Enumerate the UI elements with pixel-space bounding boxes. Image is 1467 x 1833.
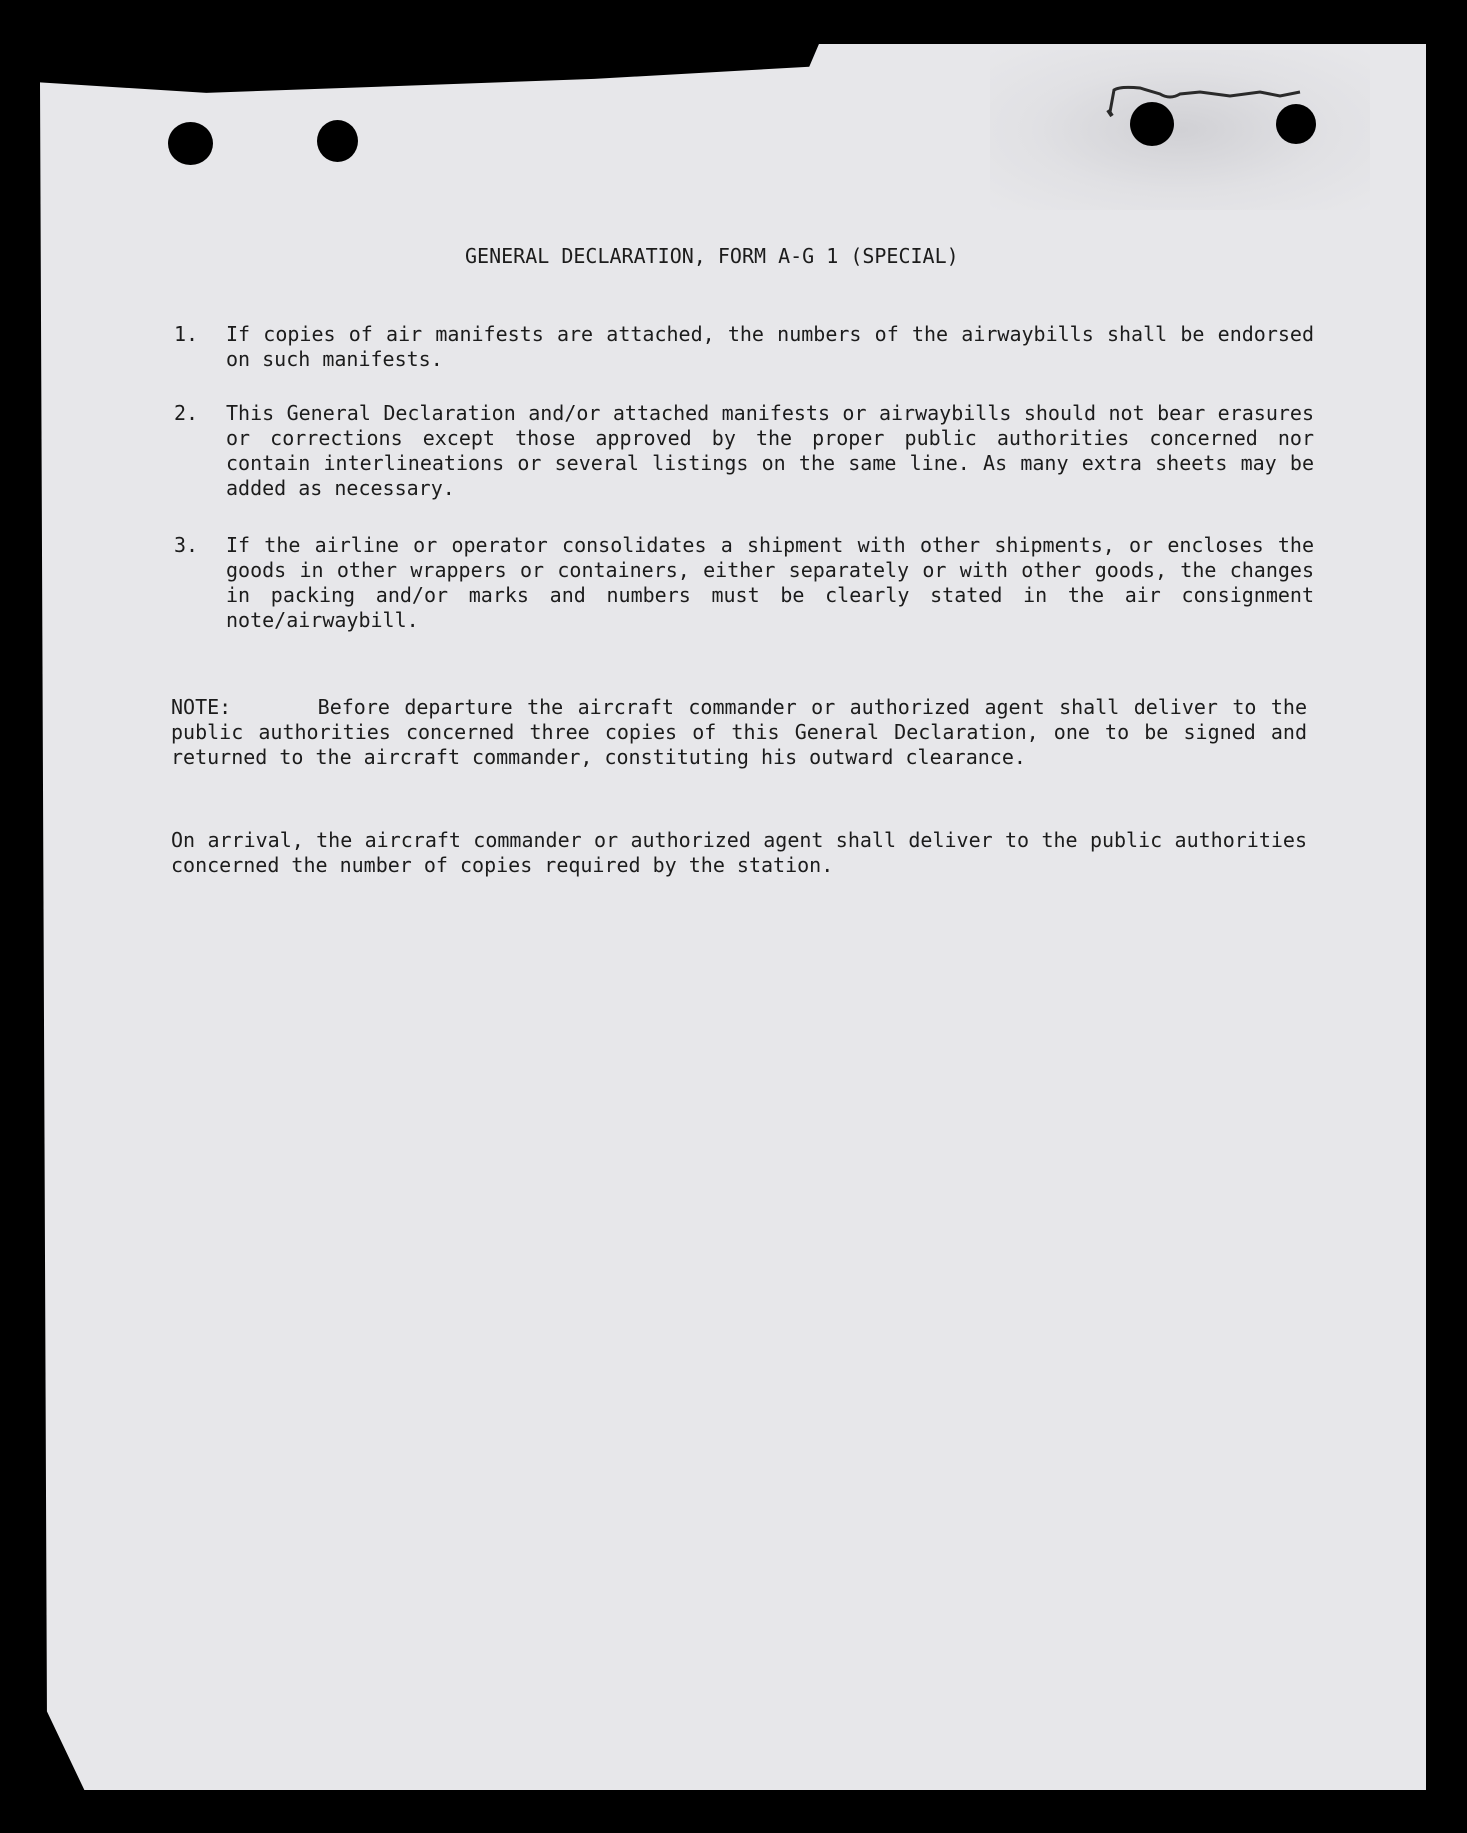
note-label: NOTE: — [171, 695, 232, 719]
paper-sheet — [40, 44, 1426, 1790]
arrival-paragraph: On arrival, the aircraft commander or authorized agent shall deliver to the public authorities concerned the number of copies required by the station. — [171, 828, 1307, 877]
note-text: Before departure the aircraft commander or authorized agent shall deliver to the public authorities concerned three copies of this General Declaration, one to be signed and returned to the aircraft commander, constituting his outward clearance. — [171, 695, 1307, 769]
list-item-text: This General Declaration and/or attached manifests or airwaybills should not bear erasures or corrections except those approved by the proper public authorities concerned nor contain interlineations or several listings on the same line. As many extra sheets may be added as necessary. — [226, 401, 1314, 500]
punch-hole-2 — [317, 120, 358, 162]
page-title: GENERAL DECLARATION, FORM A-G 1 (SPECIAL) — [465, 244, 959, 268]
punch-hole-1 — [168, 122, 213, 165]
list-item-3 — [174, 533, 1314, 633]
note-paragraph — [171, 695, 1307, 770]
list-item-number: 2. — [174, 401, 199, 425]
list-item-text: If copies of air manifests are attached, the numbers of the airwaybills shall be endorsed on such manifests. — [226, 322, 1314, 371]
list-item-2 — [174, 401, 1314, 501]
ink-scribble — [1100, 80, 1340, 120]
list-item-number: 1. — [174, 322, 199, 346]
list-item-1 — [174, 322, 1314, 372]
list-item-text: If the airline or operator consolidates a shipment with other shipments, or encloses the goods in other wrappers or containers, either separately or with other goods, the changes in packing and/or marks and numbers must be clearly stated in the air consignment note/airwaybill. — [226, 533, 1314, 632]
list-item-number: 3. — [174, 533, 199, 557]
